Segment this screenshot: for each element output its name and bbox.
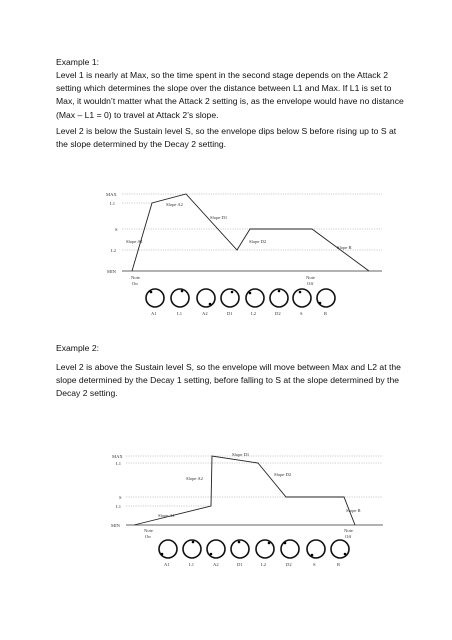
knob-a1[interactable] — [159, 540, 177, 558]
slope-label-d1: Slope D1 — [210, 215, 228, 220]
note-on-label-2: On — [145, 534, 151, 539]
slope-label-r: Slope R — [346, 508, 361, 513]
slope-label-d2: Slope D2 — [274, 472, 292, 477]
knob-label-l1: L1 — [177, 311, 183, 316]
knob-label-d1: D1 — [237, 562, 243, 567]
envelope-diagram-1 — [106, 192, 382, 316]
knob-label-a2: A2 — [202, 311, 208, 316]
example2-paragraph-1: Level 2 is above the Sustain level S, so the envelope will move between Max and L2 at the slope determined by the Decay 1 setting, before falling to S at the slope determined by the Decay 2 setting. — [56, 362, 401, 399]
level-label-l2: L2 — [111, 248, 117, 253]
level-label-s: S — [119, 495, 122, 500]
knob-label-r: R — [324, 311, 328, 316]
slope-label-r: Slope R — [337, 245, 352, 250]
knob-label-s: S — [300, 311, 303, 316]
level-label-l1: L1 — [110, 201, 116, 206]
knob-label-l2: L2 — [261, 562, 267, 567]
example1-paragraph-2: Level 2 is below the Sustain level S, so the envelope dips below S before rising up to S at the slope determined by the Decay 2 setting. — [56, 126, 397, 150]
knob-s[interactable] — [307, 540, 325, 558]
note-off-label-2: Off — [307, 281, 314, 286]
knob-l2[interactable] — [246, 289, 264, 307]
level-label-s: S — [115, 227, 118, 232]
note-off-label: Note — [344, 528, 353, 533]
knob-d2[interactable] — [281, 540, 299, 558]
level-label-max: MAX — [112, 454, 123, 459]
slope-label-a1: Slope A1 — [158, 513, 175, 518]
slope-label-d1: Slope D1 — [232, 452, 250, 457]
knob-row-2 — [159, 540, 349, 558]
knob-l2[interactable] — [256, 540, 274, 558]
knob-label-a1: A1 — [151, 311, 157, 316]
level-label-l1: L1 — [116, 461, 122, 466]
level-label-min: MIN — [107, 269, 116, 274]
knob-label-d2: D2 — [275, 311, 281, 316]
level-label-max: MAX — [106, 192, 117, 197]
knob-a2[interactable] — [207, 540, 225, 558]
slope-label-d2: Slope D2 — [249, 239, 267, 244]
knob-label-r: R — [337, 562, 341, 567]
knob-a2[interactable] — [197, 289, 215, 307]
example1-paragraph-1: Level 1 is nearly at Max, so the time spent in the second stage depends on the Attack 2 setting which determines the slope over the distance between L1 and Max. If L1 is set to Max, it wouldn’t matter what the Attack 2 setting is, as the envelope would have no distance (Max – L1 = 0) to travel at Attack 2’s slope. — [56, 70, 404, 120]
knob-label-l2: L2 — [251, 311, 257, 316]
level-label-l1-lower: L1 — [116, 504, 122, 509]
note-on-label: Note — [144, 528, 153, 533]
knob-label-l1: L1 — [189, 562, 195, 567]
knob-label-d2: D2 — [286, 562, 292, 567]
knob-s[interactable] — [293, 289, 311, 307]
example1-heading: Example 1: — [56, 57, 99, 67]
knob-a1[interactable] — [146, 289, 164, 307]
note-off-label: Note — [306, 275, 315, 280]
note-on-label: Note — [131, 275, 140, 280]
knob-r[interactable] — [331, 540, 349, 558]
knob-l1[interactable] — [171, 289, 189, 307]
knob-r[interactable] — [317, 289, 335, 307]
knob-label-s: S — [313, 562, 316, 567]
knob-label-a1: A1 — [164, 562, 170, 567]
knob-label-a2: A2 — [213, 562, 219, 567]
slope-label-a2: Slope A2 — [186, 476, 203, 481]
knob-label-d1: D1 — [227, 311, 233, 316]
slope-label-a1: Slope A1 — [126, 239, 143, 244]
knob-d1[interactable] — [221, 289, 239, 307]
envelope-diagram-2 — [111, 452, 383, 567]
level-label-min: MIN — [111, 523, 120, 528]
note-on-label-2: On — [132, 281, 138, 286]
slope-label-a2: Slope A2 — [166, 202, 183, 207]
example2-heading: Example 2: — [56, 343, 99, 353]
note-off-label-2: Off — [345, 534, 352, 539]
knob-row-1 — [146, 289, 335, 307]
